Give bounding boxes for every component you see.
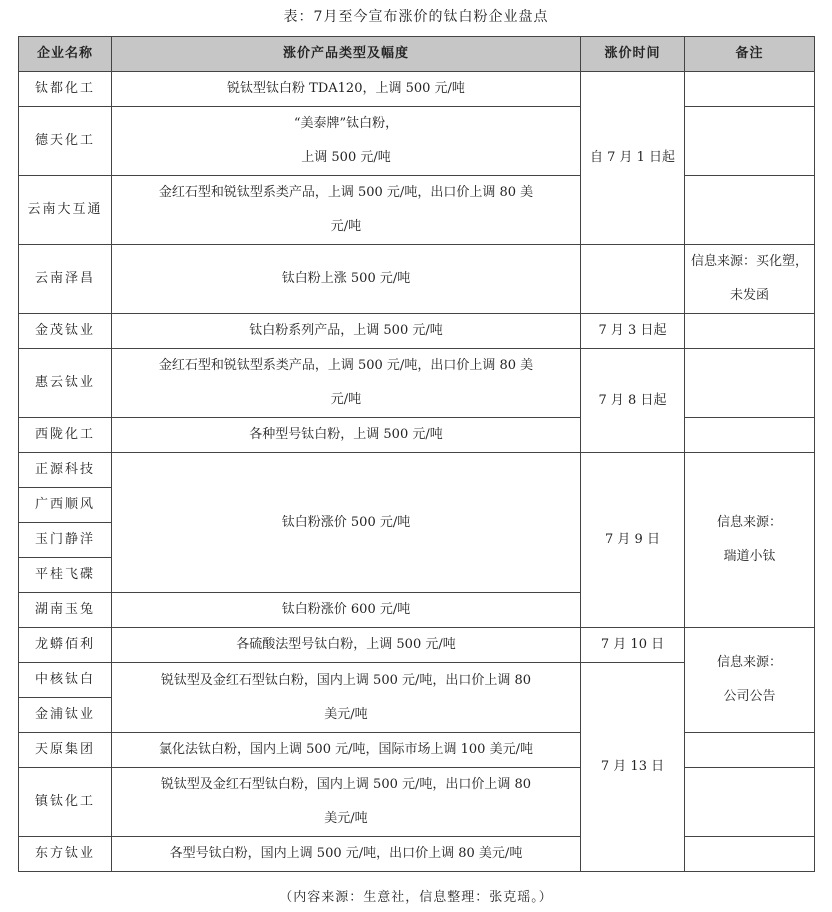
- company-name: 东方钛业: [19, 837, 112, 872]
- table-row: [19, 176, 815, 245]
- product-line: 美元/吨: [324, 706, 368, 722]
- product-cell: 钛白粉系列产品，上调 500 元/吨: [112, 314, 581, 349]
- price-increase-table: [18, 36, 815, 872]
- table-row: [19, 107, 815, 176]
- product-cell: 氯化法钛白粉，国内上调 500 元/吨，国际市场上调 100 美元/吨: [112, 733, 581, 768]
- company-name: 西陇化工: [19, 418, 112, 453]
- note-cell: [685, 72, 815, 107]
- table-row: [19, 628, 815, 663]
- time-cell: 7 月 13 日: [581, 663, 685, 872]
- table-row: [19, 768, 815, 837]
- note-line: 公司公告: [723, 689, 776, 704]
- time-cell: 7 月 3 日起: [581, 314, 685, 349]
- product-cell: 钛白粉上涨 500 元/吨: [112, 245, 581, 314]
- table-row: [19, 245, 815, 314]
- table-row: [19, 349, 815, 418]
- time-cell: 7 月 9 日: [581, 453, 685, 628]
- company-name: 湖南玉兔: [19, 593, 112, 628]
- company-name: 玉门静洋: [19, 523, 112, 558]
- product-cell: 各型号钛白粉，国内上调 500 元/吨，出口价上调 80 美元/吨: [112, 837, 581, 872]
- company-name: 惠云钛业: [19, 349, 112, 418]
- table-row: [19, 837, 815, 872]
- product-cell: [112, 107, 581, 176]
- table-row: [19, 453, 815, 488]
- company-name: 金浦钛业: [19, 698, 112, 733]
- product-cell: [112, 349, 581, 418]
- product-line: 锐钛型及金红石型钛白粉，国内上调 500 元/吨，出口价上调 80: [160, 777, 532, 792]
- product-line: 金红石型和锐钛型系类产品，上调 500 元/吨，出口价上调 80 美: [158, 358, 534, 373]
- table-row: [19, 72, 815, 107]
- header-company: 企业名称: [19, 37, 112, 72]
- product-cell: [112, 768, 581, 837]
- table-row: [19, 314, 815, 349]
- note-line: 信息来源：: [716, 515, 782, 530]
- company-name: 中核钛白: [19, 663, 112, 698]
- table-row: [19, 418, 815, 453]
- product-line: 上调 500 元/吨: [301, 150, 391, 165]
- table-row: [19, 733, 815, 768]
- table-title: 表：7月至今宣布涨价的钛白粉企业盘点: [283, 9, 549, 25]
- company-name: 云南大互通: [19, 176, 112, 245]
- note-cell: [685, 176, 815, 245]
- note-cell: [685, 453, 815, 628]
- product-cell: [112, 663, 581, 733]
- company-name: 龙蟒佰利: [19, 628, 112, 663]
- company-name: 平桂飞碟: [19, 558, 112, 593]
- product-line: 元/吨: [330, 219, 362, 234]
- product-cell: 各硫酸法型号钛白粉，上调 500 元/吨: [112, 628, 581, 663]
- time-cell: 7 月 10 日: [581, 628, 685, 663]
- time-cell: 7 月 8 日起: [581, 349, 685, 453]
- company-name: 镇钛化工: [19, 768, 112, 837]
- product-cell: [112, 176, 581, 245]
- company-name: 金茂钛业: [19, 314, 112, 349]
- note-line: 信息来源：: [716, 655, 782, 670]
- note-cell: [685, 245, 815, 314]
- header-row: [19, 37, 815, 72]
- product-line: 元/吨: [330, 392, 362, 407]
- header-time: 涨价时间: [581, 37, 685, 72]
- note-cell: [685, 107, 815, 176]
- header-note: 备注: [685, 37, 815, 72]
- header-product: 涨价产品类型及幅度: [112, 37, 581, 72]
- note-line: 瑞道小钛: [723, 549, 776, 564]
- note-cell: [685, 837, 815, 872]
- note-cell: [685, 349, 815, 418]
- company-name: 正源科技: [19, 453, 112, 488]
- time-cell: [581, 245, 685, 314]
- product-line: 美元/吨: [324, 811, 368, 826]
- company-name: 天原集团: [19, 733, 112, 768]
- company-name: 广西顺风: [19, 488, 112, 523]
- company-name: 钛都化工: [19, 72, 112, 107]
- time-cell: 自 7 月 1 日起: [581, 72, 685, 245]
- note-cell: [685, 733, 815, 768]
- product-cell: 钛白粉涨价 500 元/吨: [112, 453, 581, 593]
- note-line: 未发函: [729, 288, 769, 303]
- source-footnote: （内容来源：生意社，信息整理：张克瑶。）: [279, 890, 553, 905]
- product-line: 锐钛型及金红石型钛白粉，国内上调 500 元/吨，出口价上调 80: [160, 672, 532, 688]
- product-cell: 各种型号钛白粉，上调 500 元/吨: [112, 418, 581, 453]
- product-cell: 钛白粉涨价 600 元/吨: [112, 593, 581, 628]
- product-cell: 锐钛型钛白粉 TDA120，上调 500 元/吨: [112, 72, 581, 107]
- note-cell: [685, 314, 815, 349]
- note-cell: [685, 768, 815, 837]
- note-cell: [685, 418, 815, 453]
- product-line: “美泰牌”钛白粉，: [293, 116, 399, 131]
- note-line: 信息来源：买化塑，: [691, 254, 809, 269]
- note-cell: [685, 628, 815, 733]
- company-name: 德天化工: [19, 107, 112, 176]
- company-name: 云南泽昌: [19, 245, 112, 314]
- product-line: 金红石型和锐钛型系类产品，上调 500 元/吨，出口价上调 80 美: [158, 185, 534, 200]
